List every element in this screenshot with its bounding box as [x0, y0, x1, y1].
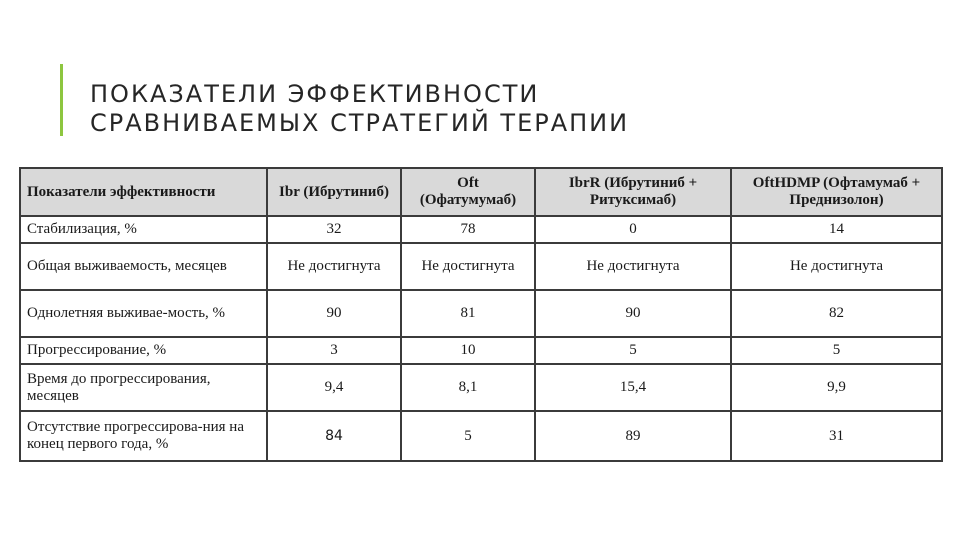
header-ibr: Ibr (Ибрутиниб)	[267, 168, 401, 216]
slide-title-line-1: ПОКАЗАТЕЛИ ЭФФЕКТИВНОСТИ	[90, 80, 540, 108]
header-ibrr: IbrR (Ибрутиниб + Ритуксимаб)	[535, 168, 731, 216]
table-cell: 14	[731, 216, 942, 243]
table-cell: 3	[267, 337, 401, 364]
header-oft: Oft (Офатумумаб)	[401, 168, 535, 216]
header-indicator: Показатели эффективности	[20, 168, 267, 216]
table-cell: 89	[535, 411, 731, 461]
table-cell: Не достигнута	[535, 243, 731, 290]
table-row	[20, 216, 942, 243]
table-cell: 5	[731, 337, 942, 364]
efficacy-table	[19, 167, 943, 462]
slide-title-line-2: СРАВНИВАЕМЫХ СТРАТЕГИЙ ТЕРАПИИ	[90, 109, 630, 137]
table-cell: Не достигнута	[267, 243, 401, 290]
table-cell: Не достигнута	[401, 243, 535, 290]
table-row	[20, 243, 942, 290]
table-cell: 32	[267, 216, 401, 243]
slide-title	[90, 80, 910, 138]
table-header-row	[20, 168, 942, 216]
table-cell: 90	[535, 290, 731, 337]
table-cell: 31	[731, 411, 942, 461]
table-cell: 8,1	[401, 364, 535, 411]
table-row	[20, 337, 942, 364]
row-label: Отсутствие прогрессирова-ния на конец первого года, %	[20, 411, 267, 461]
table-row	[20, 411, 942, 461]
table-cell: 9,9	[731, 364, 942, 411]
table-row	[20, 290, 942, 337]
row-label: Однолетняя выживае-мость, %	[20, 290, 267, 337]
table-cell: 82	[731, 290, 942, 337]
table-cell: 0	[535, 216, 731, 243]
table-cell: 90	[267, 290, 401, 337]
table-cell: 84	[267, 411, 401, 461]
table-cell: 78	[401, 216, 535, 243]
row-label: Время до прогрессирования, месяцев	[20, 364, 267, 411]
table-cell: 81	[401, 290, 535, 337]
row-label: Прогрессирование, %	[20, 337, 267, 364]
header-ofthdmp: OftHDMP (Офтамумаб + Преднизолон)	[731, 168, 942, 216]
row-label: Стабилизация, %	[20, 216, 267, 243]
row-label: Общая выживаемость, месяцев	[20, 243, 267, 290]
table-cell: Не достигнута	[731, 243, 942, 290]
table-cell: 10	[401, 337, 535, 364]
title-accent-bar	[60, 64, 63, 136]
table-cell: 9,4	[267, 364, 401, 411]
table-row	[20, 364, 942, 411]
table-cell: 5	[401, 411, 535, 461]
table-cell: 5	[535, 337, 731, 364]
table-cell: 15,4	[535, 364, 731, 411]
